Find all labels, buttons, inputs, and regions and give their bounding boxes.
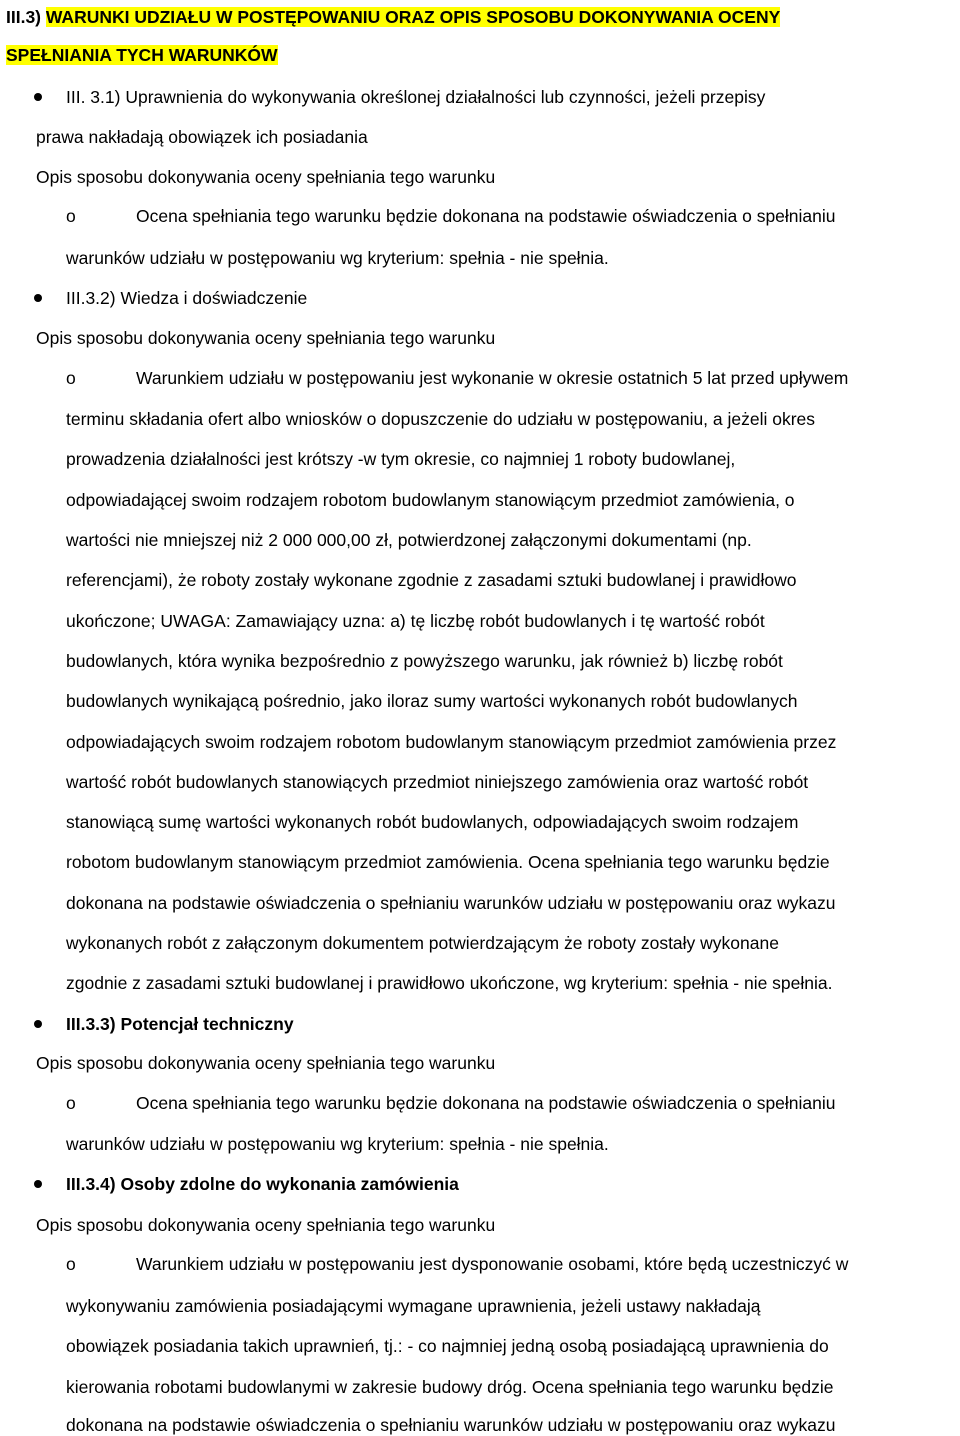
section-heading-highlight-2: SPEŁNIANIA TYCH WARUNKÓW (6, 45, 278, 65)
item2-line: budowlanych wynikającą pośrednio, jako iloraz sumy wartości wykonanych robót budowlanych (66, 691, 798, 711)
item2-line: robotom budowlanym stanowiącym przedmiot zamówienia. Ocena spełniania tego warunku będzie (66, 852, 830, 872)
item2-line: stanowiącą sumę wartości wykonanych robót budowlanych, odpowiadających swoim rodzajem (66, 812, 799, 832)
item4-line: wykonywaniu zamówienia posiadającymi wymagane uprawnienia, jeżeli ustawy nakładają (66, 1296, 761, 1316)
item2-line: dokonana na podstawie oświadczenia o spełnianiu warunków udziału w postępowaniu oraz wykazu (66, 893, 836, 913)
item2-line: referencjami), że roboty zostały wykonane zgodnie z zasadami sztuki budowlanej i prawidłowo (66, 570, 797, 590)
item4-marker: o (66, 1254, 76, 1274)
item2-line: prowadzenia działalności jest krótszy -w tym okresie, co najmniej 1 roboty budowlanej, (66, 449, 736, 469)
item1-title-line2: prawa nakładają obowiązek ich posiadania (36, 127, 368, 147)
item2-line: budowlanych, która wynika bezpośrednio z powyższego warunku, jak również b) liczbę robót (66, 651, 783, 671)
bullet-icon (34, 294, 42, 302)
item2-line: ukończone; UWAGA: Zamawiający uzna: a) tę liczbę robót budowlanych i tę wartość robót (66, 611, 765, 631)
item2-line: wartość robót budowlanych stanowiących przedmiot niniejszego zamówienia oraz wartość robót (66, 772, 809, 792)
item4-line: kierowania robotami budowlanymi w zakresie budowy dróg. Ocena spełniania tego warunku będzie (66, 1377, 834, 1397)
item2-line: wykonanych robót z załączonym dokumentem potwierdzającym że roboty zostały wykonane (66, 933, 779, 953)
section-heading-prefix: III.3) (6, 7, 46, 27)
item2-marker: o (66, 368, 76, 388)
item1-opis: Opis sposobu dokonywania oceny spełniania tego warunku (36, 167, 496, 187)
item2-line: wartości nie mniejszej niż 2 000 000,00 zł, potwierdzonej załączonymi dokumentami (np. (66, 530, 752, 550)
item4-line: Warunkiem udziału w postępowaniu jest dysponowanie osobami, które będą uczestniczyć w (136, 1254, 849, 1274)
item3-title: III.3.3) Potencjał techniczny (66, 1014, 294, 1034)
item1-text-line1: Ocena spełniania tego warunku będzie dokonana na podstawie oświadczenia o spełnianiu (136, 206, 836, 226)
item4-opis: Opis sposobu dokonywania oceny spełniania tego warunku (36, 1215, 496, 1235)
item4-line: dokonana na podstawie oświadczenia o spełnianiu warunków udziału w postępowaniu oraz wykazu (66, 1415, 836, 1435)
item3-marker: o (66, 1093, 76, 1113)
item2-line: terminu składania ofert albo wniosków o dopuszczenie do udziału w postępowaniu, a jeżeli okres (66, 409, 816, 429)
bullet-icon (34, 1020, 42, 1028)
item4-line: obowiązek posiadania takich uprawnień, tj.: - co najmniej jedną osobą posiadającą uprawnienia do (66, 1336, 829, 1356)
section-heading-line1 (6, 6, 780, 28)
item3-text-line2: warunków udziału w postępowaniu wg kryterium: spełnia - nie spełnia. (66, 1134, 609, 1154)
item2-title: III.3.2) Wiedza i doświadczenie (66, 288, 308, 308)
bullet-icon (34, 93, 42, 101)
item1-title-line1: III. 3.1) Uprawnienia do wykonywania określonej działalności lub czynności, jeżeli przepisy (66, 87, 766, 107)
item2-line: Warunkiem udziału w postępowaniu jest wykonanie w okresie ostatnich 5 lat przed upływem (136, 368, 849, 388)
section-heading-highlight-1: WARUNKI UDZIAŁU W POSTĘPOWANIU ORAZ OPIS SPOSOBU DOKONYWANIA OCENY (45, 7, 781, 27)
item2-opis: Opis sposobu dokonywania oceny spełniania tego warunku (36, 328, 496, 348)
section-heading-line2 (6, 44, 278, 66)
item3-text-line1: Ocena spełniania tego warunku będzie dokonana na podstawie oświadczenia o spełnianiu (136, 1093, 836, 1113)
item1-text-line2: warunków udziału w postępowaniu wg kryterium: spełnia - nie spełnia. (66, 248, 609, 268)
item2-line: zgodnie z zasadami sztuki budowlanej i prawidłowo ukończone, wg kryterium: spełnia - nie spełnia. (66, 973, 833, 993)
item3-opis: Opis sposobu dokonywania oceny spełniania tego warunku (36, 1053, 496, 1073)
item2-line: odpowiadających swoim rodzajem robotom budowlanym stanowiącym przedmiot zamówienia przez (66, 732, 837, 752)
item2-line: odpowiadającej swoim rodzajem robotom budowlanym stanowiącym przedmiot zamówienia, o (66, 490, 795, 510)
bullet-icon (34, 1180, 42, 1188)
item1-marker: o (66, 206, 76, 226)
item4-title: III.3.4) Osoby zdolne do wykonania zamówienia (66, 1174, 459, 1194)
